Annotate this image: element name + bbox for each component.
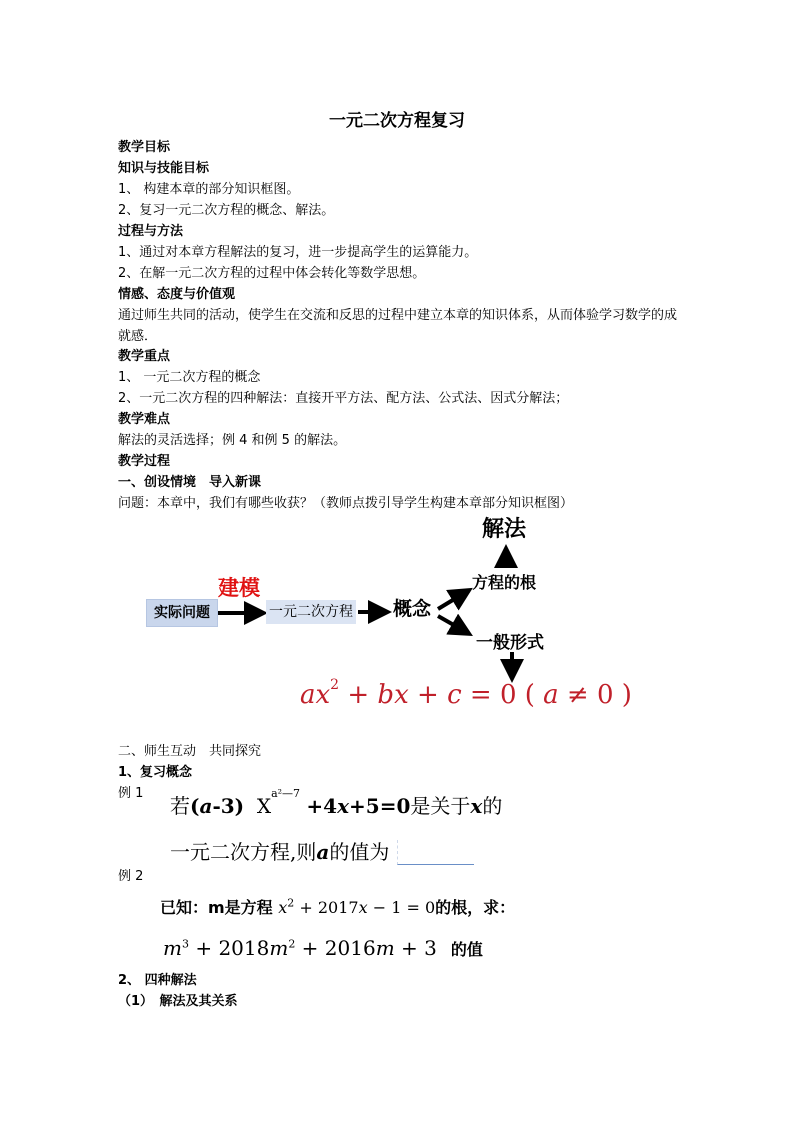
- knowledge-heading: 知识与技能目标: [118, 161, 210, 176]
- arrow-root: [438, 592, 466, 609]
- process-item-1: 1、通过对本章方程解法的复习，进一步提高学生的运算能力。: [118, 245, 478, 260]
- ex1-prefix: 若: [170, 794, 190, 818]
- example1-label: 例 1: [118, 786, 144, 801]
- box-real-problem: 实际问题: [146, 599, 218, 627]
- answer-blank: [397, 840, 474, 865]
- process-item-2: 2、在解一元二次方程的过程中体会转化等数学思想。: [118, 266, 426, 281]
- example2-label: 例 2: [118, 869, 144, 884]
- ex2-prefix: 已知：m是方程: [160, 898, 273, 917]
- example1-line1: 若(a-3) $X^{a^2—7} +4x+5=0$是关于x的: [170, 787, 503, 818]
- knowledge-item-1: 1、 构建本章的部分知识框图。: [118, 182, 300, 197]
- label-solutions: 解法: [482, 517, 527, 542]
- emotion-heading: 情感、态度与价值观: [118, 287, 236, 302]
- four-methods: 2、 四种解法: [118, 973, 197, 988]
- review-concept: 1、复习概念: [118, 765, 193, 780]
- arrow-general: [438, 616, 466, 632]
- methods-relation: （1） 解法及其关系: [118, 994, 238, 1009]
- ex1-line2: 一元二次方程,则: [170, 840, 317, 864]
- label-concept: 概念: [393, 598, 432, 620]
- ex1-end: 的: [482, 794, 503, 818]
- procedure-heading: 教学过程: [118, 454, 171, 469]
- knowledge-diagram: [140, 512, 632, 722]
- ex1-line2-end: 的值为: [329, 840, 390, 864]
- process-heading: 过程与方法: [118, 224, 184, 239]
- label-general-form: 一般形式: [476, 633, 544, 653]
- general-form-formula: $ax^2$ + bx + c = 0 ( a ≠ 0 ): [300, 677, 632, 710]
- example1-line2: 一元二次方程,则a的值为: [170, 836, 474, 865]
- key-heading: 教学重点: [118, 349, 171, 364]
- key-item-2: 2、一元二次方程的四种解法：直接开平方法、配方法、公式法、因式分解法；: [118, 391, 569, 406]
- difficulty-text: 解法的灵活选择；例 4 和例 5 的解法。: [118, 433, 347, 448]
- ex2-suffix: 的根，求：: [435, 898, 516, 917]
- difficulty-heading: 教学难点: [118, 412, 171, 427]
- step2-heading: 二、师生互动 共同探究: [118, 744, 262, 759]
- step1-heading: 一、创设情境 导入新课: [118, 475, 262, 490]
- example2-line1: 已知：m是方程 $x^2 + 2017x - 1 = 0$的根，求：: [160, 896, 516, 917]
- ex1-suffix: 是关于: [410, 794, 471, 818]
- question-text: 问题：本章中，我们有哪些收获？（教师点拨引导学生构建本章部分知识框图）: [118, 496, 574, 511]
- example2-line2: $m^3 + 2018m^2 + 2016m + 3$ 的值: [163, 936, 483, 960]
- key-item-1: 1、 一元二次方程的概念: [118, 370, 261, 385]
- label-modeling: 建模: [218, 576, 260, 600]
- page-title: 一元二次方程复习: [329, 111, 465, 131]
- label-roots: 方程的根: [472, 573, 537, 592]
- box-quadratic: 一元二次方程: [266, 600, 356, 624]
- knowledge-item-2: 2、复习一元二次方程的概念、解法。: [118, 203, 335, 218]
- goals-heading: 教学目标: [118, 140, 171, 155]
- emotion-text: 通过师生共同的活动，使学生在交流和反思的过程中建立本章的知识体系，从而体验学习数学的成就感．: [118, 308, 678, 344]
- ex2-tail: 的值: [450, 940, 483, 959]
